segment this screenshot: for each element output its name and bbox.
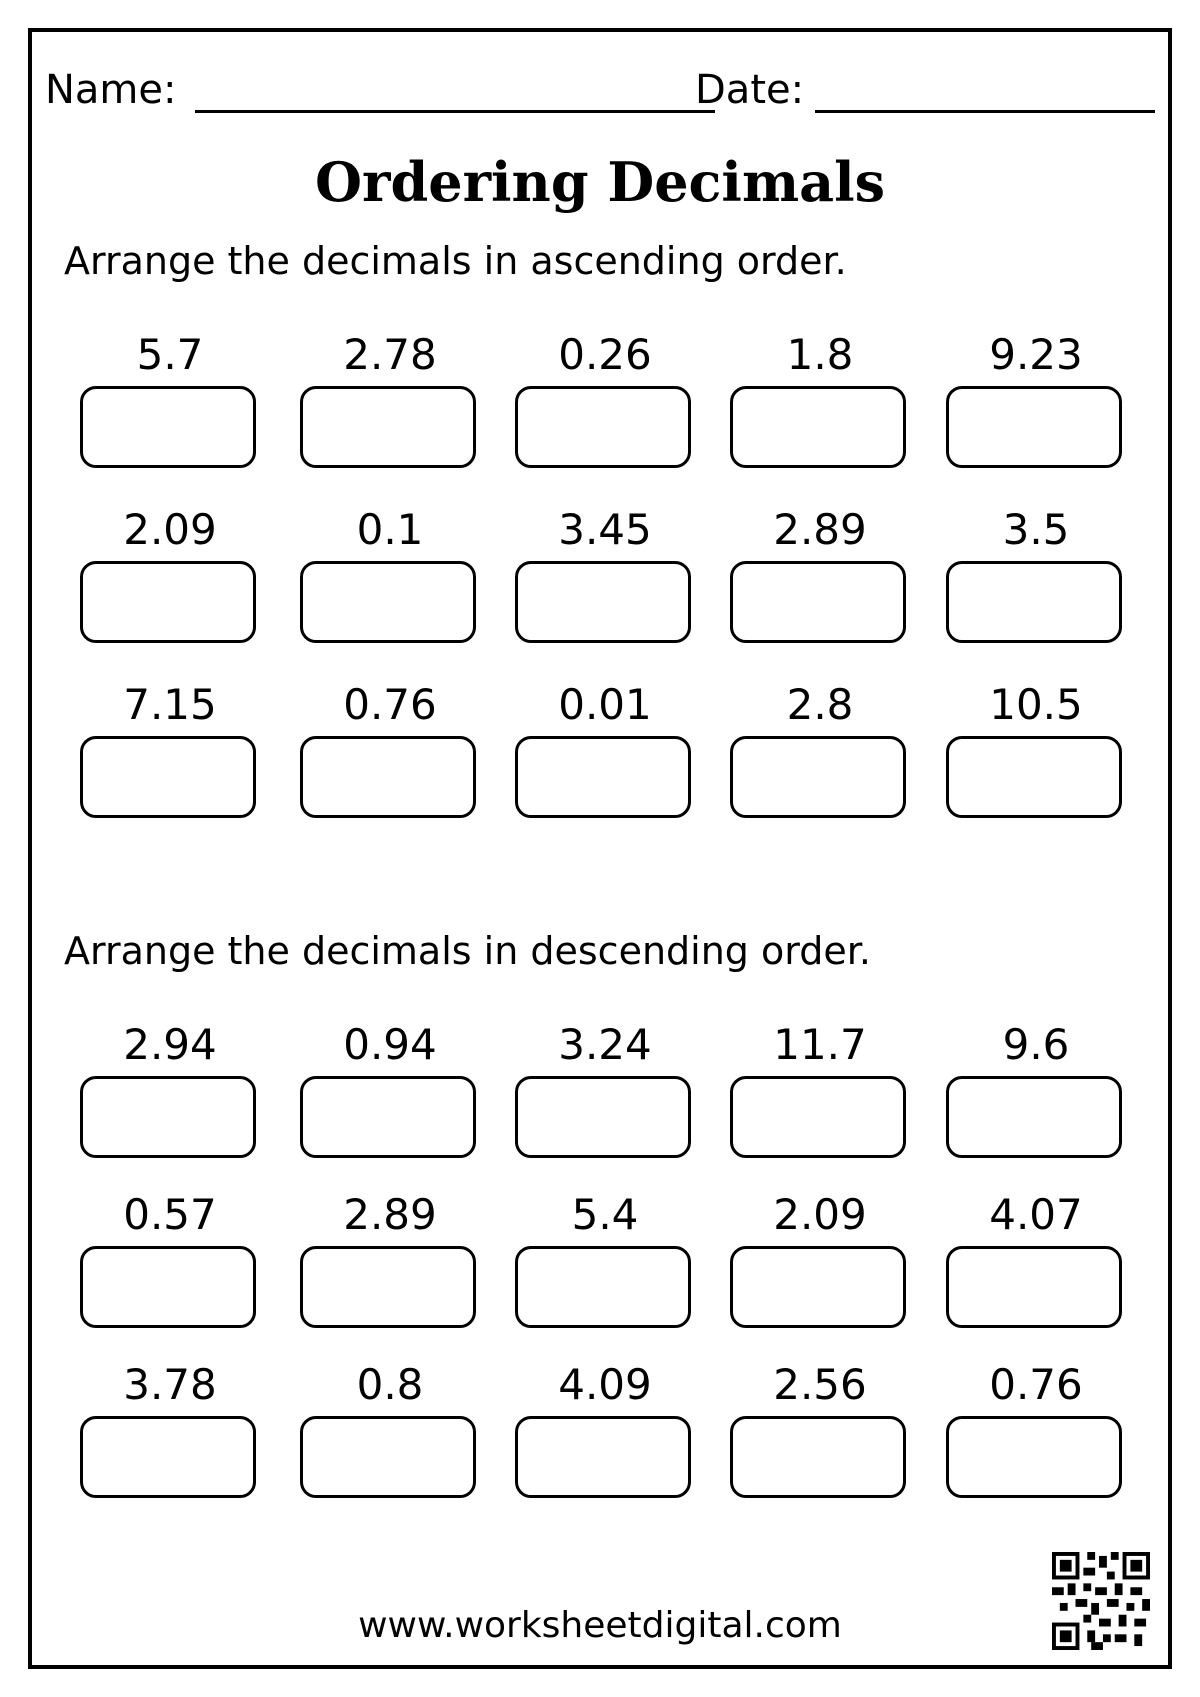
decimal-cell <box>300 505 480 643</box>
decimal-number: 2.09 <box>123 505 217 554</box>
answer-box[interactable] <box>946 386 1122 468</box>
date-line[interactable] <box>815 110 1155 113</box>
decimal-number: 1.8 <box>786 330 854 379</box>
decimal-number: 5.4 <box>571 1190 639 1239</box>
decimal-cell <box>946 330 1126 468</box>
decimal-number: 2.8 <box>786 680 854 729</box>
name-line[interactable] <box>195 110 715 113</box>
decimal-number: 2.89 <box>773 505 867 554</box>
decimal-number: 2.09 <box>773 1190 867 1239</box>
answer-box[interactable] <box>730 1076 906 1158</box>
decimal-cell <box>730 330 910 468</box>
decimal-cell <box>300 1190 480 1328</box>
decimal-cell <box>946 680 1126 818</box>
decimal-cell <box>946 1020 1126 1158</box>
decimal-cell <box>300 1360 480 1498</box>
decimal-number: 0.57 <box>123 1190 217 1239</box>
answer-box[interactable] <box>946 1416 1122 1498</box>
decimal-number: 0.8 <box>356 1360 424 1409</box>
descending-instruction: Arrange the decimals in descending order. <box>64 929 871 973</box>
answer-box[interactable] <box>515 1076 691 1158</box>
answer-box[interactable] <box>946 1076 1122 1158</box>
decimal-cell <box>730 1020 910 1158</box>
decimal-cell <box>730 505 910 643</box>
answer-box[interactable] <box>946 1246 1122 1328</box>
decimal-cell <box>730 1360 910 1498</box>
answer-box[interactable] <box>300 736 476 818</box>
decimal-cell <box>515 680 695 818</box>
answer-box[interactable] <box>80 736 256 818</box>
decimal-cell <box>946 505 1126 643</box>
header <box>45 60 1155 120</box>
ascending-instruction: Arrange the decimals in ascending order. <box>64 239 847 283</box>
decimal-number: 0.76 <box>343 680 437 729</box>
decimal-number: 0.76 <box>989 1360 1083 1409</box>
decimal-number: 3.78 <box>123 1360 217 1409</box>
answer-box[interactable] <box>515 736 691 818</box>
answer-box[interactable] <box>730 1416 906 1498</box>
answer-box[interactable] <box>80 1246 256 1328</box>
decimal-number: 4.07 <box>989 1190 1083 1239</box>
answer-box[interactable] <box>300 1246 476 1328</box>
answer-box[interactable] <box>730 736 906 818</box>
decimal-cell <box>80 1360 260 1498</box>
decimal-number: 0.01 <box>558 680 652 729</box>
decimal-cell <box>300 1020 480 1158</box>
decimal-cell <box>80 1020 260 1158</box>
decimal-number: 10.5 <box>989 680 1083 729</box>
decimal-number: 2.78 <box>343 330 437 379</box>
decimal-number: 3.45 <box>558 505 652 554</box>
decimal-number: 11.7 <box>773 1020 867 1069</box>
decimal-cell <box>946 1190 1126 1328</box>
decimal-cell <box>515 1360 695 1498</box>
decimal-number: 0.94 <box>343 1020 437 1069</box>
decimal-number: 5.7 <box>136 330 204 379</box>
answer-box[interactable] <box>300 561 476 643</box>
decimal-number: 0.1 <box>356 505 424 554</box>
decimal-cell <box>80 505 260 643</box>
decimal-cell <box>80 1190 260 1328</box>
answer-box[interactable] <box>730 386 906 468</box>
decimal-number: 3.24 <box>558 1020 652 1069</box>
answer-box[interactable] <box>300 386 476 468</box>
name-label: Name: <box>45 67 177 113</box>
answer-box[interactable] <box>730 1246 906 1328</box>
decimal-number: 9.6 <box>1002 1020 1070 1069</box>
decimal-cell <box>730 680 910 818</box>
decimal-cell <box>300 330 480 468</box>
answer-box[interactable] <box>80 1076 256 1158</box>
decimal-number: 0.26 <box>558 330 652 379</box>
answer-box[interactable] <box>946 561 1122 643</box>
date-label: Date: <box>695 67 805 113</box>
decimal-number: 2.56 <box>773 1360 867 1409</box>
decimal-cell <box>730 1190 910 1328</box>
answer-box[interactable] <box>515 386 691 468</box>
answer-box[interactable] <box>515 1246 691 1328</box>
answer-box[interactable] <box>80 1416 256 1498</box>
answer-box[interactable] <box>515 1416 691 1498</box>
answer-box[interactable] <box>730 561 906 643</box>
answer-box[interactable] <box>300 1416 476 1498</box>
qr-code-icon <box>1052 1552 1150 1650</box>
decimal-number: 2.89 <box>343 1190 437 1239</box>
answer-box[interactable] <box>946 736 1122 818</box>
decimal-number: 3.5 <box>1002 505 1070 554</box>
decimal-cell <box>300 680 480 818</box>
answer-box[interactable] <box>515 561 691 643</box>
website-url: www.worksheetdigital.com <box>358 1605 842 1646</box>
decimal-cell <box>946 1360 1126 1498</box>
decimal-number: 7.15 <box>123 680 217 729</box>
answer-box[interactable] <box>80 561 256 643</box>
decimal-cell <box>515 505 695 643</box>
answer-box[interactable] <box>80 386 256 468</box>
decimal-number: 4.09 <box>558 1360 652 1409</box>
decimal-cell <box>515 330 695 468</box>
decimal-cell <box>80 330 260 468</box>
answer-box[interactable] <box>300 1076 476 1158</box>
decimal-number: 9.23 <box>989 330 1083 379</box>
decimal-cell <box>515 1020 695 1158</box>
decimal-number: 2.94 <box>123 1020 217 1069</box>
page-title: Ordering Decimals <box>314 150 885 214</box>
decimal-cell <box>80 680 260 818</box>
decimal-cell <box>515 1190 695 1328</box>
